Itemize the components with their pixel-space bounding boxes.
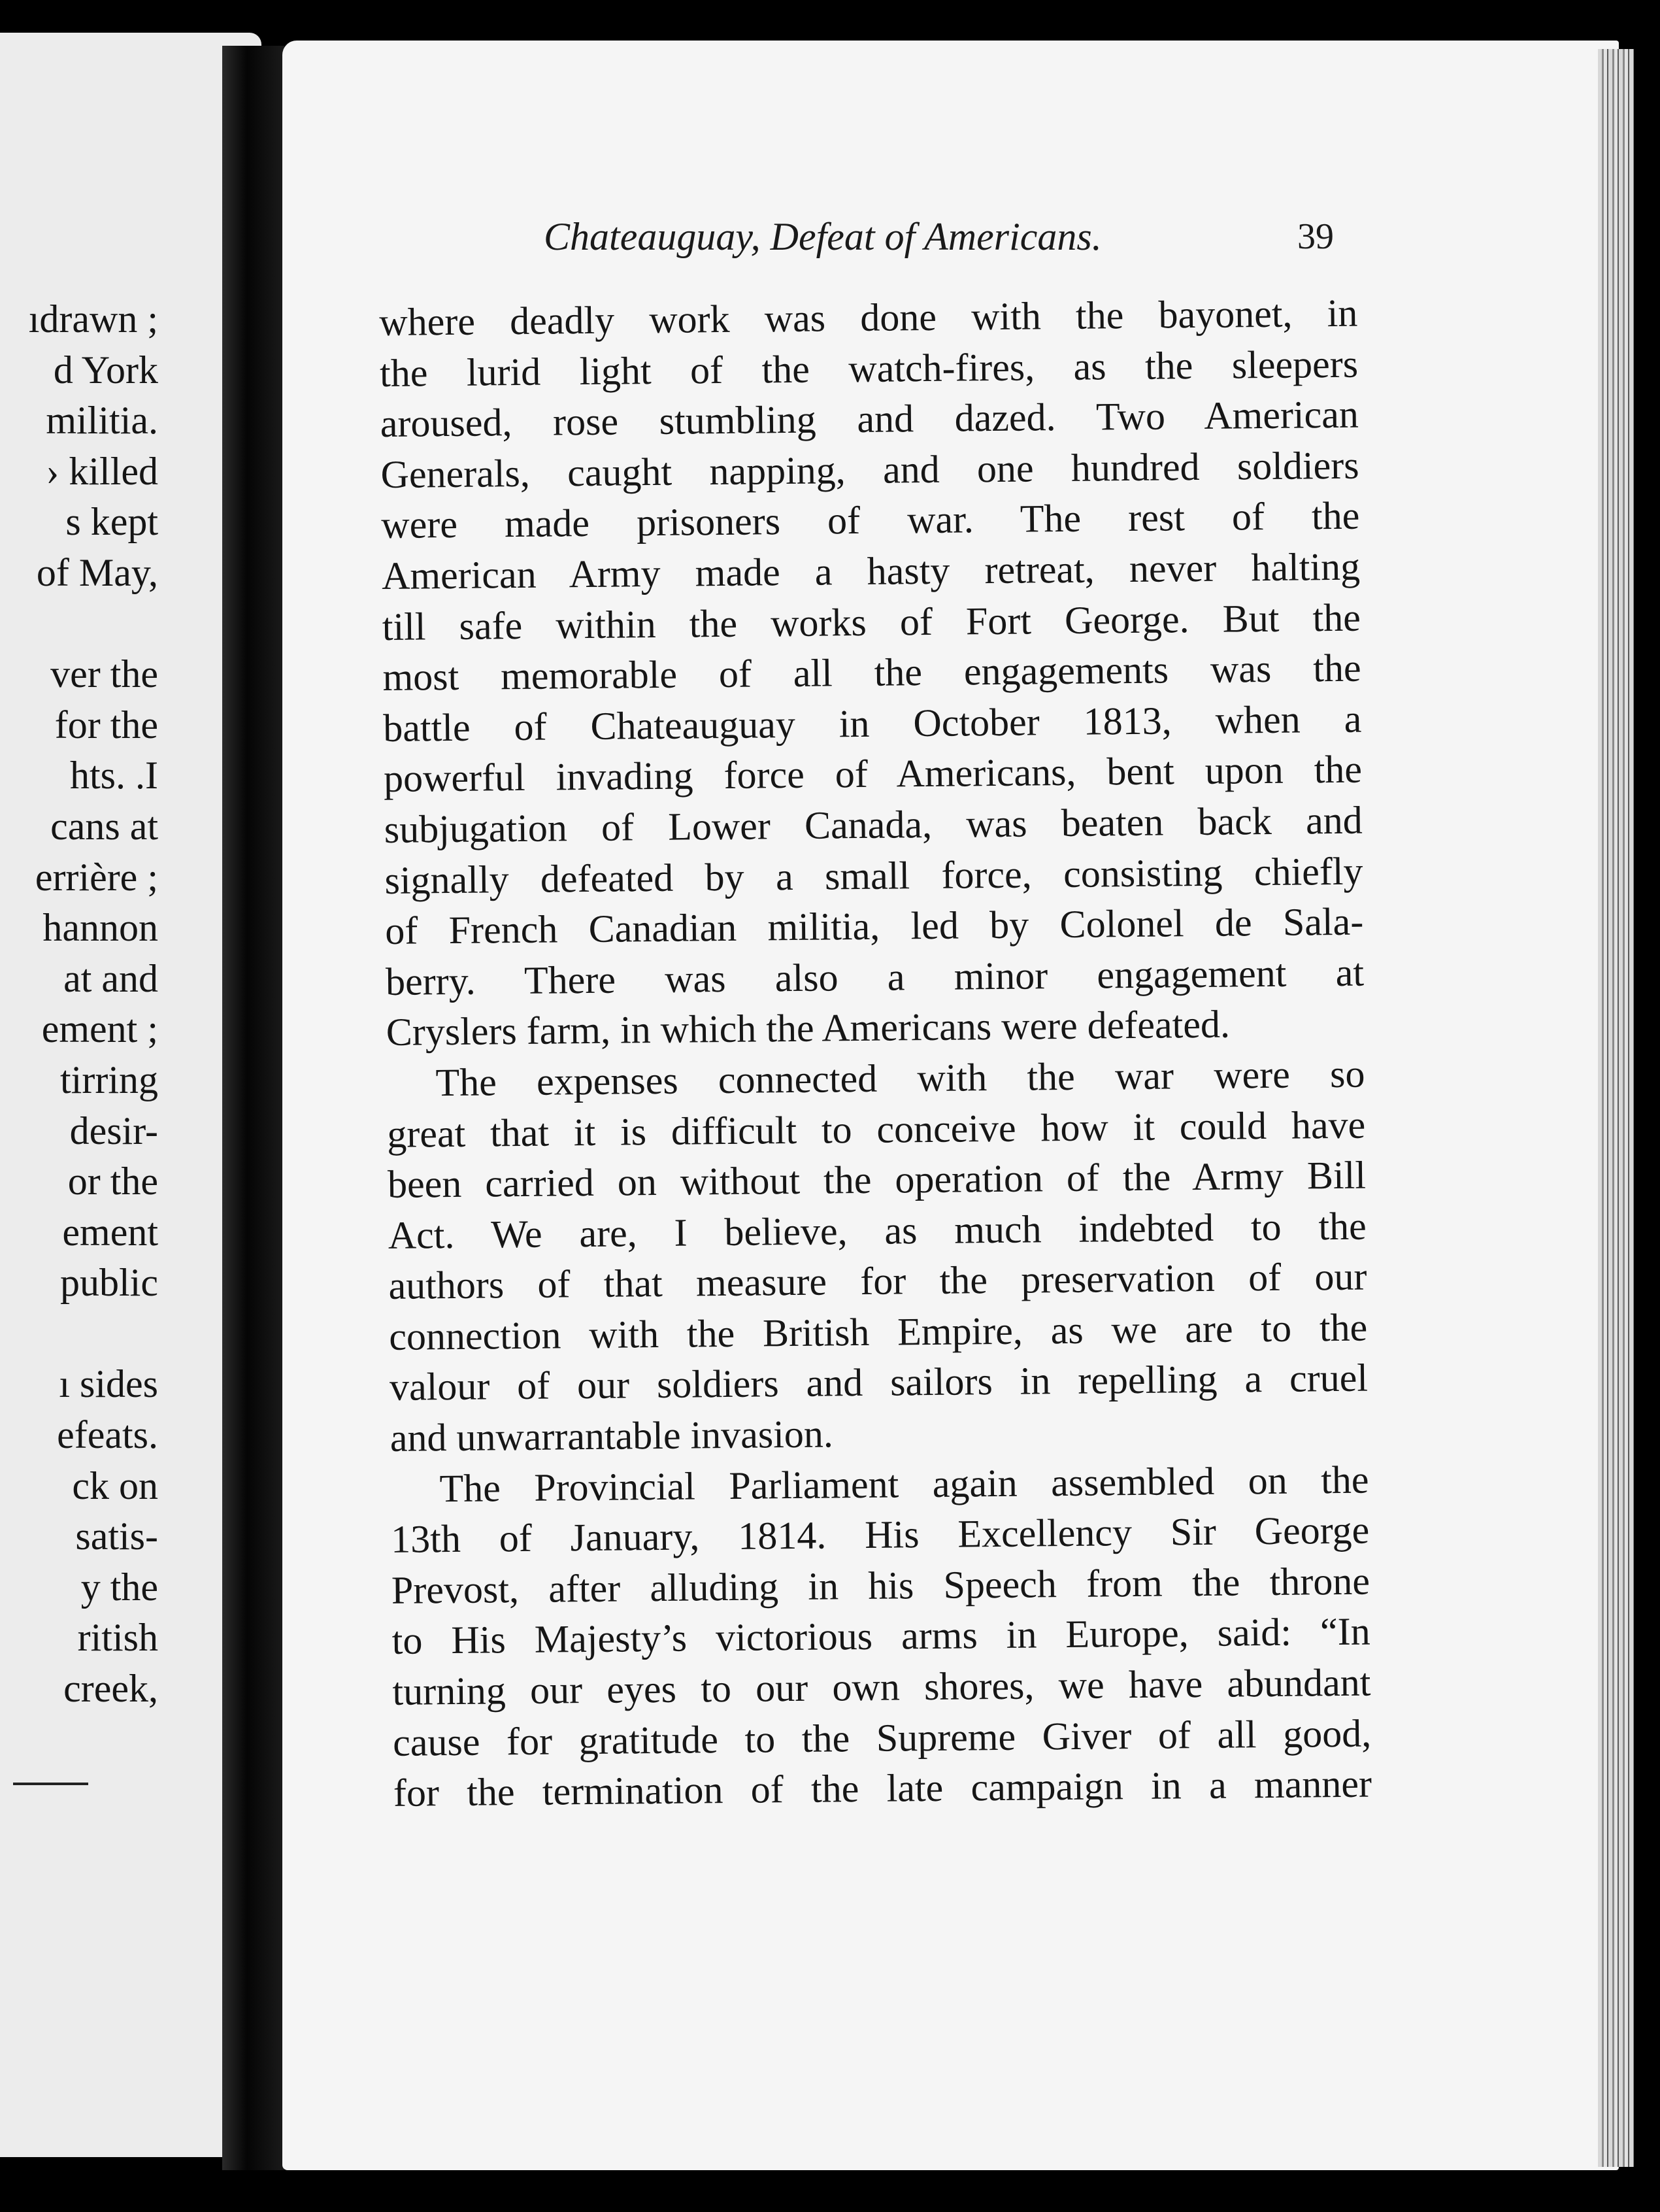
text-line: to His Majesty’s victorious arms in Europe, said: “In xyxy=(391,1609,1370,1663)
text-line: connection with the British Empire, as we are to the xyxy=(388,1305,1368,1358)
text-line: subjugation of Lower Canada, was beaten back and xyxy=(384,798,1363,851)
book-gutter xyxy=(222,46,284,2170)
text-line: authors of that measure for the preservation of our xyxy=(388,1254,1367,1308)
text-line: been carried on without the operation of the Army Bill xyxy=(387,1153,1367,1207)
left-page-line xyxy=(29,1309,158,1360)
left-page-line: › killed xyxy=(46,449,158,493)
text-line: Prevost, after alluding in his Speech from the throne xyxy=(391,1559,1370,1612)
left-page-line: desir- xyxy=(69,1109,158,1152)
left-page-line: ıdrawn ; xyxy=(28,297,158,341)
text-line: The Provincial Parliament again assembled on the xyxy=(439,1458,1369,1510)
text-line: and unwarrantable invasion. xyxy=(390,1412,834,1460)
page-number: 39 xyxy=(1297,216,1334,257)
text-line: where deadly work was done with the bayonet, in xyxy=(379,291,1358,344)
left-page-line: satis- xyxy=(75,1515,158,1558)
left-page-line: creek, xyxy=(63,1667,158,1711)
left-page-line: ck on xyxy=(72,1464,158,1507)
text-line: signally defeated by a small force, consisting chiefly xyxy=(384,849,1363,902)
text-line: the lurid light of the watch-fires, as the sleepers xyxy=(379,342,1359,395)
left-page-line: tirring xyxy=(60,1058,158,1101)
text-line: cause for gratitude to the Supreme Giver of all good, xyxy=(392,1711,1372,1764)
text-line: of French Canadian militia, led by Colonel de Sala- xyxy=(384,899,1364,953)
left-page-line: of May, xyxy=(36,550,158,594)
text-line: Cryslers farm, in which the Americans were defeated. xyxy=(386,1002,1231,1054)
text-line: Act. We are, I believe, as much indebted to the xyxy=(388,1204,1367,1257)
text-line: till safe within the works of Fort George. But the xyxy=(382,595,1361,648)
text-line: aroused, rose stumbling and dazed. Two American xyxy=(380,392,1359,446)
text-line: battle of Chateauguay in October 1813, when a xyxy=(383,697,1362,750)
left-page-line: errière ; xyxy=(35,855,158,899)
text-line: American Army made a hasty retreat, never halting xyxy=(381,545,1361,597)
text-line: The expenses connected with the war were so xyxy=(435,1052,1365,1105)
left-page-line: efeats. xyxy=(57,1413,158,1457)
left-page-line: s kept xyxy=(65,500,158,544)
footnote-rule xyxy=(13,1783,88,1785)
left-page-line: or the xyxy=(67,1160,158,1203)
running-head: Chateauguay, Defeat of Americans. xyxy=(544,215,1102,258)
left-page-line: militia. xyxy=(46,399,158,443)
text-line: for the termination of the late campaign in a manner xyxy=(393,1762,1372,1815)
page-edges xyxy=(1598,49,1634,2167)
text-line: were made prisoners of war. The rest of the xyxy=(381,494,1360,547)
text-line: Generals, caught napping, and one hundred soldiers xyxy=(380,443,1359,496)
left-page-line: ı sides xyxy=(59,1362,158,1406)
left-page-line: hannon xyxy=(42,906,158,950)
left-page-line: cans at xyxy=(50,804,158,848)
left-page-line: ement xyxy=(62,1210,158,1254)
left-page-line: for the xyxy=(54,703,158,746)
left-page-line: ver the xyxy=(50,652,158,696)
text-line: 13th of January, 1814. His Excellency Sir George xyxy=(390,1508,1370,1562)
left-page-line: ement ; xyxy=(41,1007,158,1051)
text-line: valour of our soldiers and sailors in repelling a cruel xyxy=(389,1356,1369,1409)
body-text xyxy=(379,288,1372,1819)
left-page-line: y the xyxy=(80,1565,158,1609)
text-line: berry. There was also a minor engagement at xyxy=(385,950,1365,1003)
left-page-line: public xyxy=(60,1261,158,1305)
left-page-line: ritish xyxy=(77,1616,158,1660)
left-page-line: hts. .I xyxy=(70,754,158,797)
text-line: turning our eyes to our own shores, we have abundant xyxy=(392,1660,1371,1713)
text-line: powerful invading force of Americans, bent upon the xyxy=(383,747,1363,801)
left-page-line xyxy=(29,599,158,650)
text-line: great that it is difficult to conceive how it could have xyxy=(386,1103,1366,1156)
left-page-line: at and xyxy=(63,956,158,1000)
left-page-line: d York xyxy=(53,348,158,392)
text-line: most memorable of all the engagements was the xyxy=(382,646,1361,699)
left-page-text xyxy=(29,294,158,1715)
